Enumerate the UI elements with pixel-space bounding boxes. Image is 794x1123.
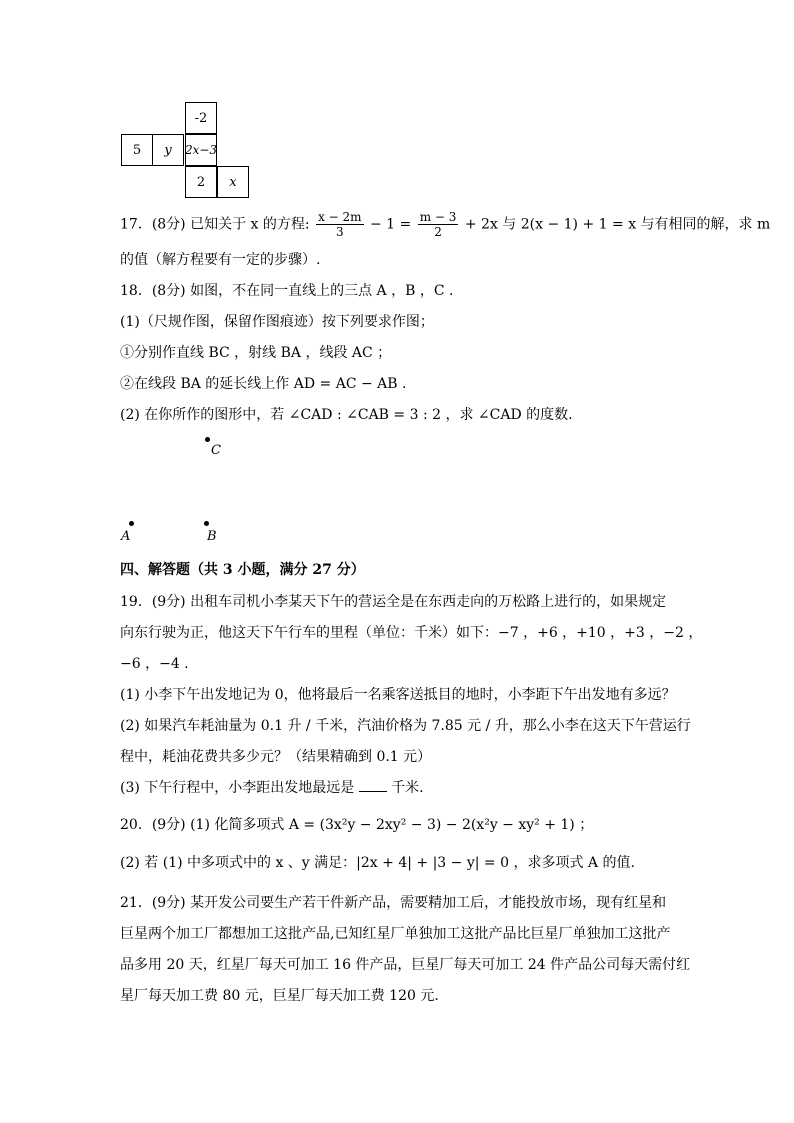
q17-line2: 的值（解方程要有一定的步骤）. [120, 252, 321, 268]
q19-line7-suffix: 千米. [391, 780, 424, 796]
q17-fraction-2 [418, 210, 459, 239]
q19-line4: (1) 小李下午出发地记为 0，他将最后一名乘客送抵目的地时，小李距下午出发地有多远？ [120, 687, 676, 703]
q17-fraction-1 [316, 210, 363, 239]
q19-line6: 程中，耗油花费共多少元？（结果精确到 0.1 元） [120, 749, 432, 765]
point-c-dot [205, 437, 210, 442]
cube-cell-center: 2x−3 [185, 134, 217, 166]
cube-cell-bottom-right: x [217, 166, 249, 198]
q19-line3: −6 ，−4 . [120, 656, 189, 672]
q17-prefix: 17．(8分) 已知关于 x 的方程: [120, 216, 310, 233]
q21-line1: 21．(9分) 某开发公司要生产若干件新产品，需要精加工后，才能投放市场，现有红星和 [120, 895, 667, 911]
q18-line2: (1)（尺规作图，保留作图痕迹）按下列要求作图； [120, 314, 434, 330]
q21-line2: 巨星两个加工厂都想加工这批产品,已知红星厂单独加工这批产品比巨星厂单独加工这批产 [120, 926, 671, 942]
q17-suffix: + 2x 与 2(x − 1) + 1 = x 与有相同的解，求 m [464, 216, 771, 233]
q21-line3: 品多用 20 天，红星厂每天可加工 16 件产品，巨星厂每天可加工 24 件产品公司每天需付红 [120, 957, 691, 973]
point-a-dot [129, 521, 134, 526]
point-c-label: C [211, 443, 221, 458]
q19-line7 [120, 778, 424, 798]
q17-mid: − 1 = [369, 216, 412, 233]
q17-line1 [120, 210, 770, 239]
q20-line2: (2) 若 (1) 中多项式中的 x 、y 满足：|2x + 4| + |3 − y| = 0 ，求多项式 A 的值. [120, 855, 635, 871]
q17-frac1-denominator: 3 [335, 225, 344, 239]
q18-line4: ②在线段 BA 的延长线上作 AD = AC − AB . [120, 376, 407, 392]
q17-frac2-denominator: 2 [434, 225, 442, 239]
q17-frac1-numerator: x − 2m [318, 210, 362, 224]
q18-line5: (2) 在你所作的图形中，若 ∠CAD : ∠CAB = 3 : 2 ，求 ∠CAD 的度数. [120, 407, 573, 423]
cube-cell-bottom: 2 [185, 166, 217, 198]
q19-line7-prefix: (3) 下午行程中，小李距出发地最远是 [120, 780, 355, 796]
q19-line5: (2) 如果汽车耗油量为 0.1 升 / 千米，汽油价格为 7.85 元 / 升，那么小李在这天下午营运行 [120, 718, 691, 734]
point-a-label: A [121, 529, 131, 544]
q18-line1: 18．(8分) 如图，不在同一直线上的三点 A ，B ，C . [120, 283, 454, 299]
q21-line4: 星厂每天加工费 80 元，巨星厂每天加工费 120 元. [120, 988, 439, 1004]
q18-line3: ①分别作直线 BC ，射线 BA ，线段 AC ； [120, 345, 392, 361]
q20-line1: 20．(9分) (1) 化简多项式 A = (3x²y − 2xy² − 3) − 2(x²y − xy² + 1) ； [120, 817, 594, 833]
point-b-dot [204, 521, 209, 526]
section-4-heading: 四、解答题（共 3 小题，满分 27 分） [120, 562, 365, 578]
q17-frac2-numerator: m − 3 [419, 210, 457, 224]
cube-cell-left: 5 [121, 134, 153, 166]
answer-blank [359, 779, 387, 792]
q19-line2: 向东行驶为正，他这天下午行车的里程（单位：千米）如下：−7 ，+6 ，+10 ，+3 ，−2 ， [120, 625, 703, 641]
cube-cell-second: y [152, 134, 184, 166]
q19-line1: 19．(9分) 出租车司机小李某天下午的营运全是在东西走向的万松路上进行的，如果规定 [120, 594, 667, 610]
cube-cell-top: -2 [185, 102, 217, 134]
point-b-label: B [207, 529, 217, 544]
